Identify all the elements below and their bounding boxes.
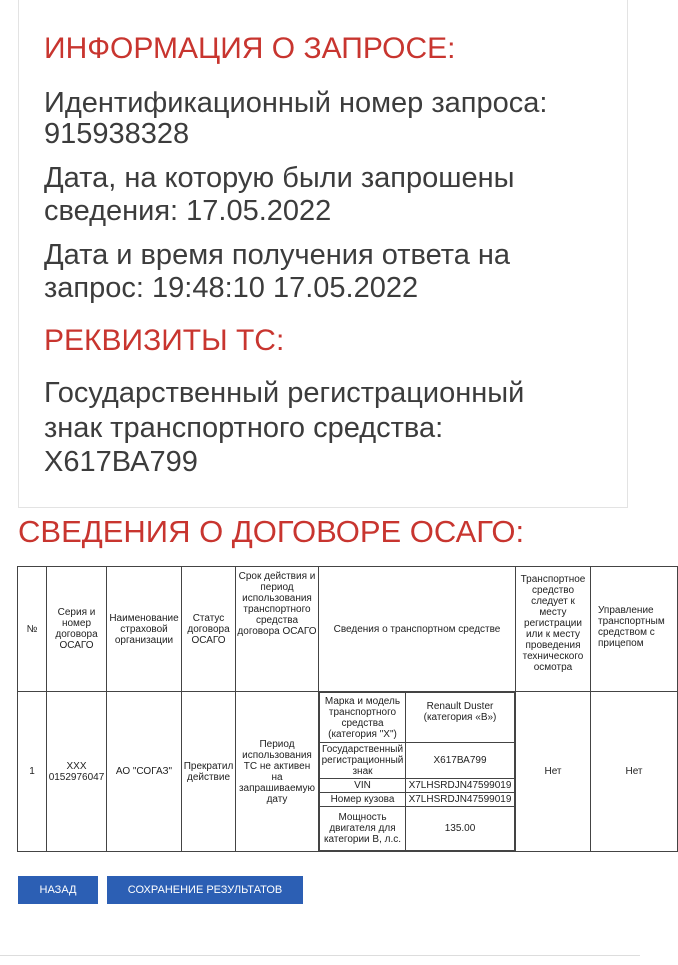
plate-value-cell: Х617ВА799: [406, 743, 515, 779]
make-value: Renault Duster (категория «B»): [406, 693, 515, 743]
osago-table: [17, 566, 678, 852]
cell-num: 1: [18, 692, 47, 852]
vin-label: VIN: [320, 779, 406, 793]
back-button[interactable]: НАЗАД: [18, 876, 98, 904]
col-header-vehicle-info: Сведения о транспортном средстве: [319, 567, 516, 692]
col-header-status: Статус договора ОСАГО: [182, 567, 236, 692]
cell-status: Прекратил действие: [182, 692, 236, 852]
col-header-term: Срок действия и период использования транспортного средства договора ОСАГО: [236, 567, 319, 692]
col-header-series: Серия и номер договора ОСАГО: [47, 567, 107, 692]
cell-follows: Нет: [516, 692, 591, 852]
request-id-value: 915938328: [44, 118, 190, 150]
cell-insurer: АО "СОГАЗ": [107, 692, 182, 852]
osago-heading: СВЕДЕНИЯ О ДОГОВОРЕ ОСАГО:: [18, 514, 525, 549]
response-datetime-label: Дата и время получения ответа на: [44, 239, 511, 271]
response-datetime-value: запрос: 19:48:10 17.05.2022: [44, 272, 419, 304]
col-header-follows: Транспортное средство следует к месту регистрации или к месту проведения технического осмотра: [516, 567, 591, 692]
plate-label: Государственный регистрационный знак: [320, 743, 406, 779]
divider: [0, 955, 640, 956]
col-header-insurer: Наименование страховой организации: [107, 567, 182, 692]
osago-table-viewport[interactable]: [17, 566, 665, 852]
save-results-button[interactable]: СОХРАНЕНИЕ РЕЗУЛЬТАТОВ: [107, 876, 303, 904]
cell-term: Период использования ТС не активен на запрашиваемую дату: [236, 692, 319, 852]
request-id-label: Идентификационный номер запроса:: [44, 87, 548, 119]
table-header-row: [18, 567, 678, 692]
body-number-value: X7LHSRDJN47599019: [406, 793, 515, 807]
engine-power-label: Мощность двигателя для категории B, л.с.: [320, 807, 406, 851]
request-date-value: сведения: 17.05.2022: [44, 195, 332, 227]
request-info-heading: ИНФОРМАЦИЯ О ЗАПРОСЕ:: [44, 32, 456, 65]
plate-label-line1: Государственный регистрационный: [44, 377, 525, 409]
engine-power-value: 135.00: [406, 807, 515, 851]
cell-managed: Нет: [591, 692, 678, 852]
vehicle-details-table: [319, 692, 515, 851]
cell-series: ХХХ 0152976047: [47, 692, 107, 852]
vehicle-heading: РЕКВИЗИТЫ ТС:: [44, 324, 285, 357]
vin-value: X7LHSRDJN47599019: [406, 779, 515, 793]
body-number-label: Номер кузова: [320, 793, 406, 807]
plate-value: Х617ВА799: [44, 446, 198, 478]
table-row: [18, 692, 678, 852]
cell-vehicle-details: [319, 692, 516, 852]
make-label: Марка и модель транспортного средства (категория "Х"): [320, 693, 406, 743]
request-date-label: Дата, на которую были запрошены: [44, 162, 515, 194]
col-header-managed: Управление транспортным средством с прицепом: [591, 567, 678, 692]
plate-label-line2: знак транспортного средства:: [44, 412, 444, 444]
col-header-num: №: [18, 567, 47, 692]
